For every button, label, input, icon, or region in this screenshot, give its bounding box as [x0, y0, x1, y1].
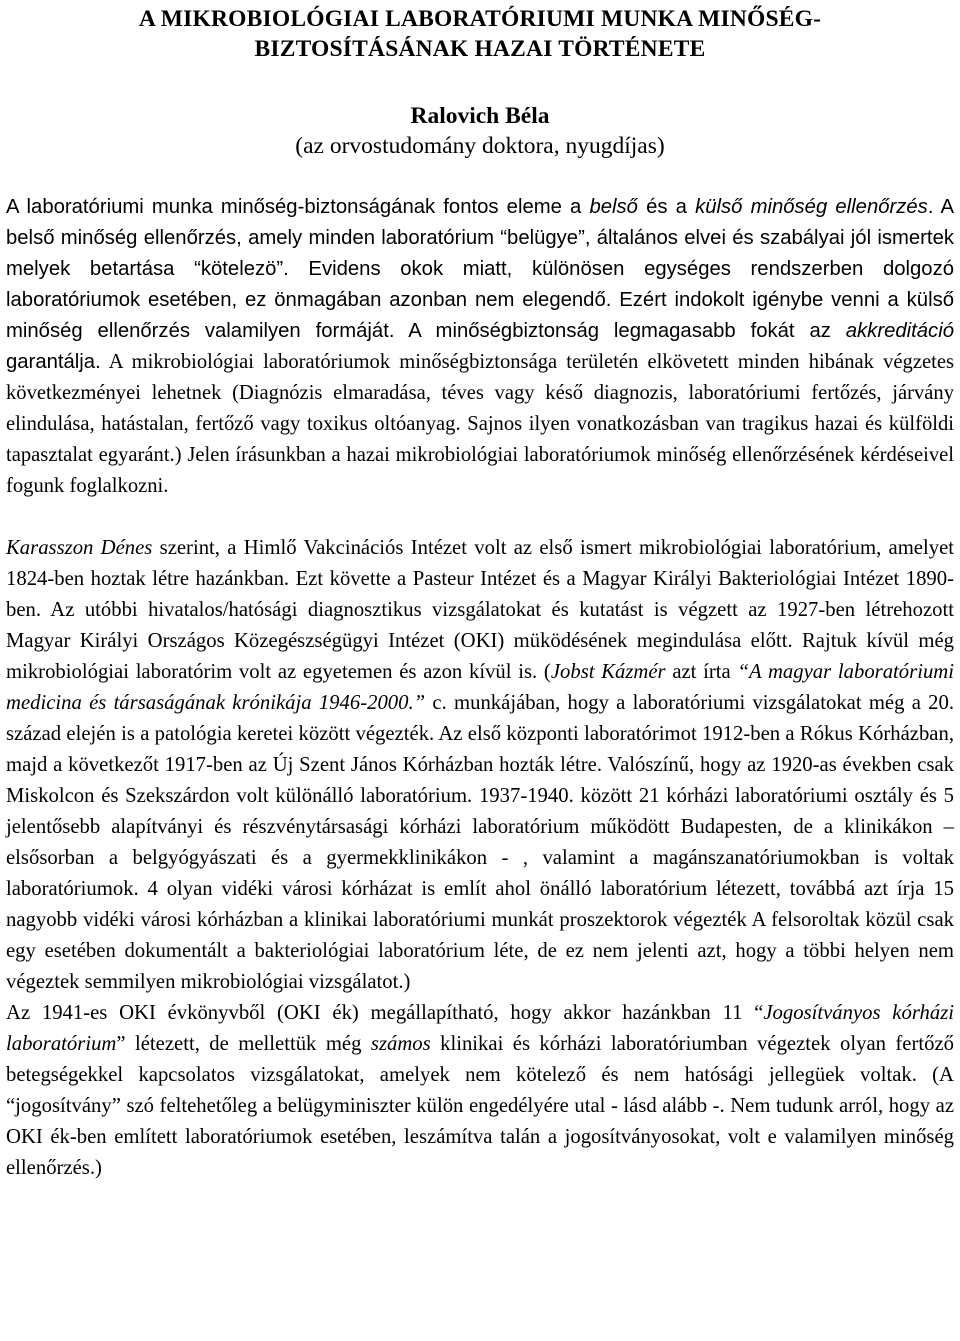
p1-emph-internal: belső	[589, 196, 638, 218]
title-line-1: A MIKROBIOLÓGIAI LABORATÓRIUMI MUNKA MINŐSÉG-	[138, 6, 822, 32]
p1-text-3: . A belső minőség ellenőrzés, amely minden laboratórium “belügye”, általános elvei és szabályai jól ismertek melyek betartása “kötelezö”. Evidens okok miatt, különösen egységes rendszerben dolgozó laboratóriumok esetében, ez önmagában azonban nem elegendő. Ezért indokolt igénybe venni a külső minőség ellenőrzés valamilyen formáját. A minőségbiztonság legmagasabb fokát az	[6, 196, 955, 342]
document-title	[6, 0, 954, 64]
p2-text-2: azt írta	[665, 661, 738, 683]
p3-emph-numerous: számos	[370, 1033, 431, 1055]
p2-emph-jobst: Jobst Kázmér	[550, 661, 666, 683]
paragraph-oki-yearbook	[6, 998, 954, 1184]
p1-text-5: A mikrobiológiai laboratóriumok minőségbiztonsága területén elkövetett minden hibának végzetes következményei lehetnek (Diagnózis elmaradása, téves vagy késő diagnozis, laboratóriumi fertőzés, járvány elindulása, hatástalan, fertőző vagy toxikus oltóanyag. Sajnos ilyen vonatkozásban van tragikus hazai és külföldi tapasztalat egyaránt.) Jelen írásunkban a hazai mikrobiológiai laboratóriumok minőség ellenőrzésének kérdéseivel fogunk foglalkozni.	[6, 351, 954, 497]
p3-emph-licensed-labs: Jogosítványos kórházi laboratórium	[6, 1002, 954, 1055]
paragraph-history	[6, 533, 954, 998]
p1-text-1: A laboratóriumi munka minőség-biztonságának fontos eleme a	[6, 196, 590, 218]
author-affiliation: (az orvostudomány doktora, nyugdíjas)	[295, 133, 665, 159]
p2-emph-book-title: “A magyar laboratóriumi medicina és társaságának krónikája 1946-2000.”	[6, 661, 954, 714]
paragraph-quality-control	[6, 192, 954, 502]
author-block	[6, 101, 954, 161]
p2-text-3: c. munkájában, hogy a laboratóriumi vizsgálatokat még a 20. század elején is a patológia keretei között végezték. Az első központi laboratórimot 1912-ben a Rókus Kórházban, majd a következőt 1917-ben az Új Szent János Kórházban hozták létre. Valószínű, hogy az 1920-as években csak Miskolcon és Szekszárdon volt különálló laboratórium. 1937-1940. között 21 kórházi laboratóriumi osztály és 5 jelentősebb alapítványi és részvénytársasági kórházi laboratórium működött Budapesten, de a klinikákon – elsősorban a belgyógyászati és a gyermekklinikákon - , valamint a magánszanatóriumokban is voltak laboratóriumok. 4 olyan vidéki városi kórházat is említ ahol önálló laboratórium létezett, továbbá azt írja 15 nagyobb vidéki városi kórházban a klinikai laboratóriumi munkát proszektorok végezték A felsoroltak közül csak egy esetében dokumentált a bakteriológiai laboratórium léte, de ez nem jelenti azt, hogy a többi helyen nem végeztek semmilyen mikrobiológiai vizsgálatot.)	[6, 692, 954, 993]
p1-emph-accreditation: akkreditáció	[845, 320, 954, 342]
author-name: Ralovich Béla	[410, 103, 550, 129]
title-line-2: BIZTOSÍTÁSÁNAK HAZAI TÖRTÉNETE	[254, 36, 706, 62]
p2-emph-karasszon: Karasszon Dénes	[6, 537, 153, 559]
p3-text-3: klinikai és kórházi laboratóriumban végeztek olyan fertőző betegségekkel kapcsolatos vizsgálatokat, amelyek nem kötelező és nem hatósági jellegüek voltak. (A “jogosítvány” szó feltehetőleg a belügyminiszter külön engedélyére utal - lásd alább -. Nem tudunk arról, hogy az OKI ék-ben említett laboratóriumok esetében, leszámítva talán a jogosítványosokat, volt e valamilyen minőség ellenőrzés.)	[6, 1033, 954, 1179]
p3-text-1: Az 1941-es OKI évkönyvből (OKI ék) megállapítható, hogy akkor hazánkban 11 “	[6, 1002, 764, 1024]
p1-emph-external: külső minőség ellenőrzés	[695, 196, 928, 218]
p2-text-1: szerint, a Himlő Vakcinációs Intézet volt az első ismert mikrobiológiai laboratórium, amelyet 1824-ben hoztak létre hazánkban. Ezt követte a Pasteur Intézet és a Magyar Királyi Bakteriológiai Intézet 1890-ben. Az utóbbi hivatalos/hatósági diagnosztikus vizsgálatokat és kutatást is végzett az 1927-ben létrehozott Magyar Királyi Országos Közegészségügyi Intézet (OKI) müködésének megindulása előtt. Rajtuk kívül még mikrobiológiai laboratórim volt az egyetemen és azon kívül is. (	[6, 537, 954, 683]
p3-text-2: ” létezett, de mellettük még	[116, 1033, 371, 1055]
p1-text-2: és a	[637, 196, 696, 218]
p1-text-4: garantálja.	[6, 351, 101, 373]
